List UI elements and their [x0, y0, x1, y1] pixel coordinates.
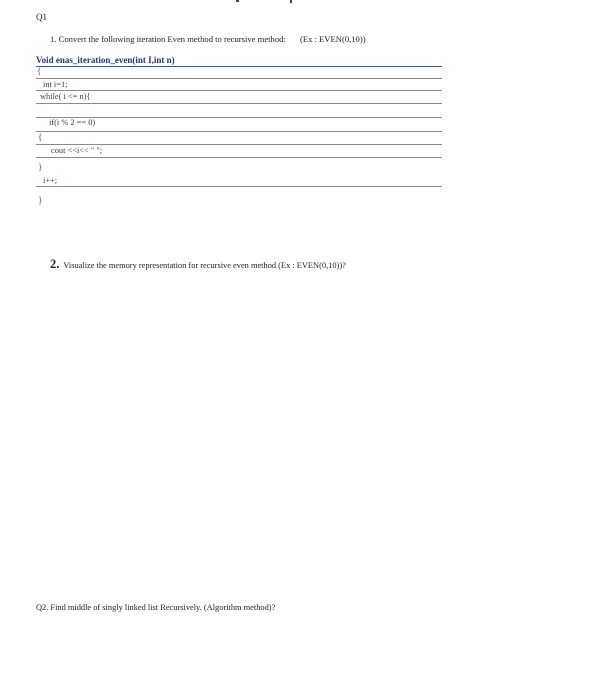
item-2-number: 2.	[50, 257, 60, 271]
code-line-if: if(i % 2 == 0)	[49, 118, 96, 127]
item-2-text: Visualize the memory representation for recursive even method (Ex : EVEN(0,10))?	[63, 261, 346, 270]
ruled-line	[36, 117, 442, 118]
code-line-increment: i++;	[43, 176, 58, 185]
question-1-item-2	[50, 257, 346, 272]
ruled-line	[36, 103, 442, 104]
ruled-line	[36, 186, 442, 187]
ruled-line	[36, 66, 442, 67]
code-line-cout: cout <<i<< " ";	[51, 146, 103, 155]
item-1-example: (Ex : EVEN(0,10))	[299, 34, 366, 44]
ruled-line	[36, 90, 442, 91]
ruled-line	[36, 144, 442, 145]
code-open-brace: {	[37, 66, 42, 76]
ruled-line	[36, 157, 442, 158]
top-edge-marks	[0, 0, 602, 4]
item-1-text: 1. Convert the following iteration Even method to recursive method:	[50, 34, 286, 44]
code-if-close-brace: }	[38, 162, 43, 172]
question-1-item-1	[50, 34, 366, 44]
ruled-line	[36, 78, 442, 79]
code-if-open-brace: {	[38, 132, 43, 142]
question-2-text: Q2. Find middle of singly linked list Recursively. (Algorithm method)?	[36, 603, 276, 612]
code-line-while: while( i <= n){	[40, 92, 91, 101]
question-1-label: Q1	[36, 12, 47, 22]
code-close-brace: }	[38, 195, 43, 205]
ruled-line	[36, 131, 442, 132]
code-line-init: int i=1;	[43, 80, 68, 89]
function-signature: Void enas_iteration_even(int I,int n)	[36, 55, 175, 65]
